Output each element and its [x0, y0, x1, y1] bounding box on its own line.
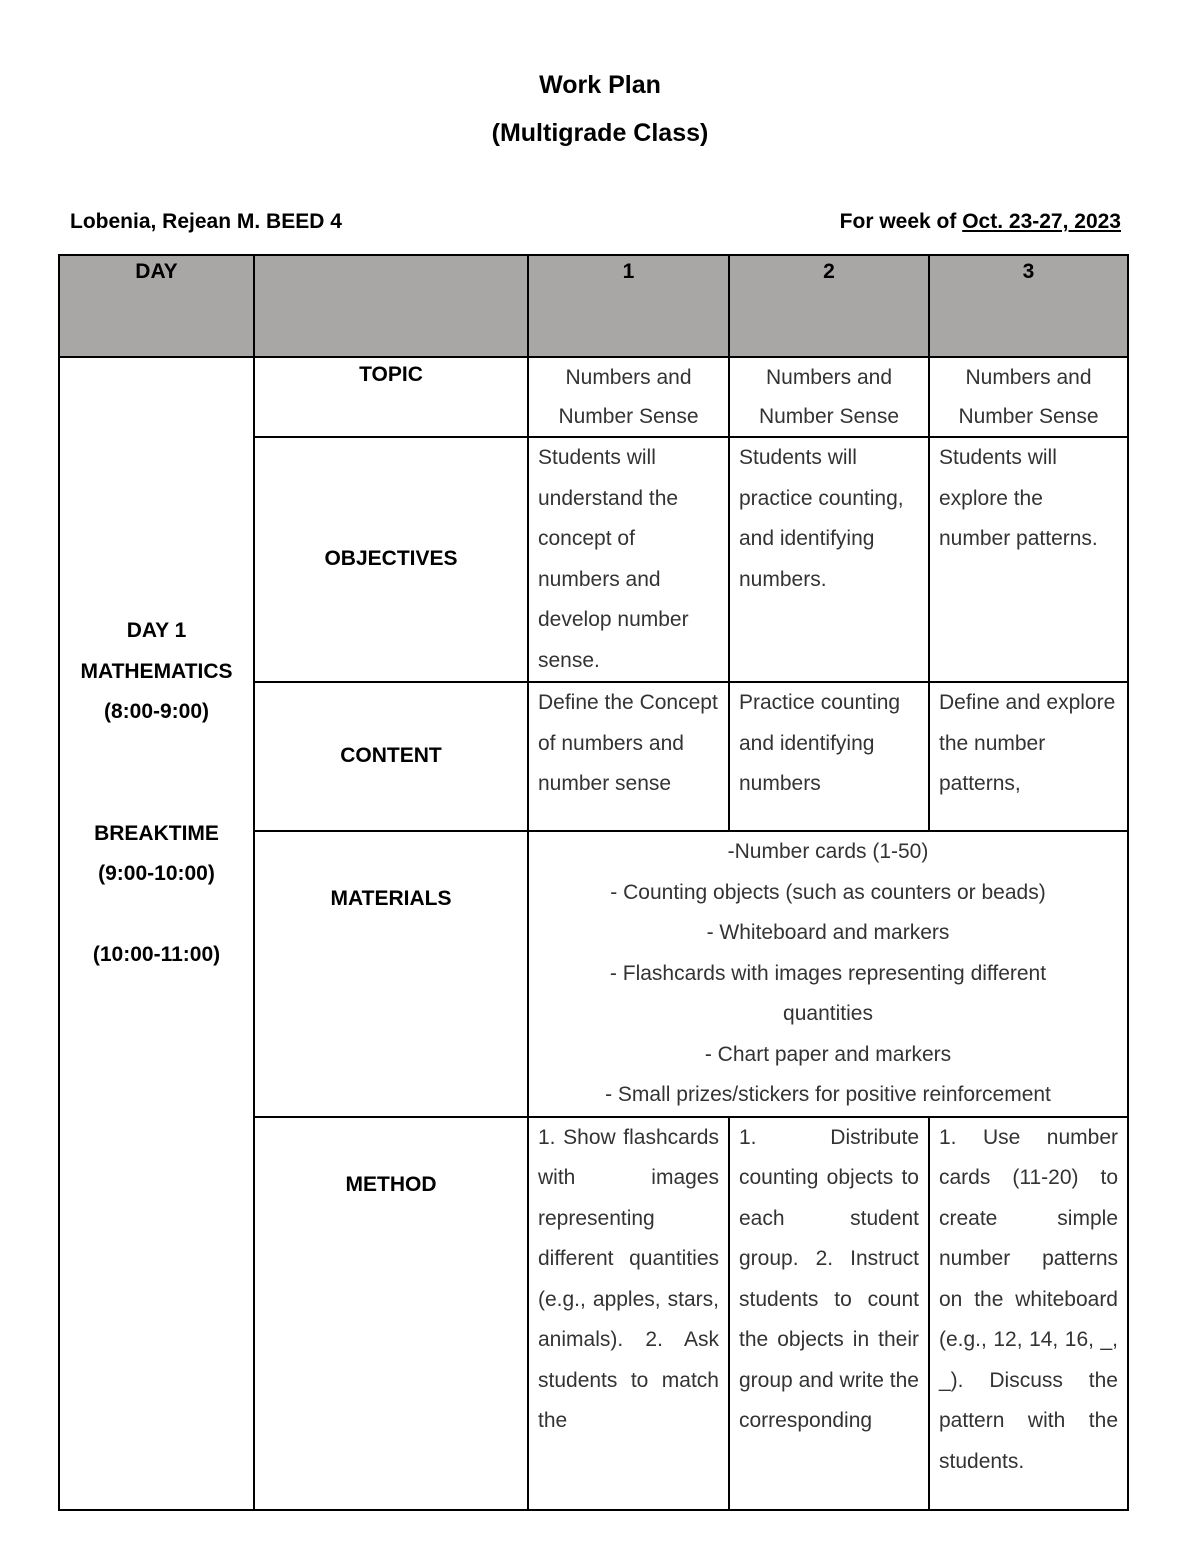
content-col-2: Practice counting and identifying numbers [729, 682, 929, 831]
objectives-col-2: Students will practice counting, and identifying numbers. [729, 437, 929, 682]
topic-col-1: Numbers and Number Sense [528, 357, 729, 437]
method-col-2: 1. Distribute counting objects to each student group. 2. Instruct students to count the objects in their group and write the corresponding [729, 1117, 929, 1510]
objectives-col-3: Students will explore the number patterns. [929, 437, 1128, 682]
header-row [59, 255, 1128, 357]
materials-cell [528, 831, 1128, 1117]
header-col-2: 2 [729, 255, 929, 357]
day-label: DAY 1 [126, 619, 187, 642]
page-subtitle: (Multigrade Class) [491, 119, 709, 147]
materials-label: MATERIALS [254, 831, 528, 1117]
content-col-1: Define the Concept of numbers and number sense [528, 682, 729, 831]
time-slot-2: (9:00-10:00) [98, 862, 215, 885]
material-item: -Number cards (1-50) [727, 840, 929, 863]
time-slot-3: (10:00-11:00) [92, 942, 221, 966]
method-col-3: 1. Use number cards (11-20) to create simple number patterns on the whiteboard (e.g., 12, 14, 16, _, _). Discuss the pattern with the students. [929, 1117, 1128, 1510]
topic-label: TOPIC [254, 357, 528, 437]
header-col-3: 3 [929, 255, 1128, 357]
topic-col-2: Numbers and Number Sense [729, 357, 929, 437]
week-label: For week of [839, 210, 957, 233]
content-label: CONTENT [254, 682, 528, 831]
work-plan-table [58, 254, 1129, 1511]
header-day: DAY [59, 255, 254, 357]
objectives-col-1: Students will understand the concept of numbers and develop number sense. [528, 437, 729, 682]
topic-col-3: Numbers and Number Sense [929, 357, 1128, 437]
subject-label: MATHEMATICS [80, 659, 233, 683]
method-label: METHOD [254, 1117, 528, 1510]
author-line: Lobenia, Rejean M. BEED 4 [70, 210, 342, 233]
time-slot-1: (8:00-9:00) [103, 700, 210, 723]
method-col-1: 1. Show flashcards with images representing different quantities (e.g., apples, stars, animals). 2. Ask students to match the [528, 1117, 729, 1510]
material-item: - Small prizes/stickers for positive reinforcement [605, 1083, 1051, 1106]
topic-row [59, 357, 1128, 437]
header-label [254, 255, 528, 357]
material-item: - Flashcards with images representing different quantities [609, 961, 1047, 1025]
objectives-label: OBJECTIVES [254, 437, 528, 682]
content-col-3: Define and explore the number patterns, [929, 682, 1128, 831]
material-item: - Chart paper and markers [704, 1042, 952, 1066]
week-line [840, 210, 1121, 234]
material-item: - Counting objects (such as counters or beads) [610, 880, 1046, 904]
day-column [59, 357, 254, 1510]
week-date: Oct. 23-27, 2023 [962, 210, 1121, 233]
breaktime-label: BREAKTIME [94, 821, 219, 845]
material-item: - Whiteboard and markers [706, 921, 950, 944]
header-col-1: 1 [528, 255, 729, 357]
page-title: Work Plan [539, 71, 661, 99]
